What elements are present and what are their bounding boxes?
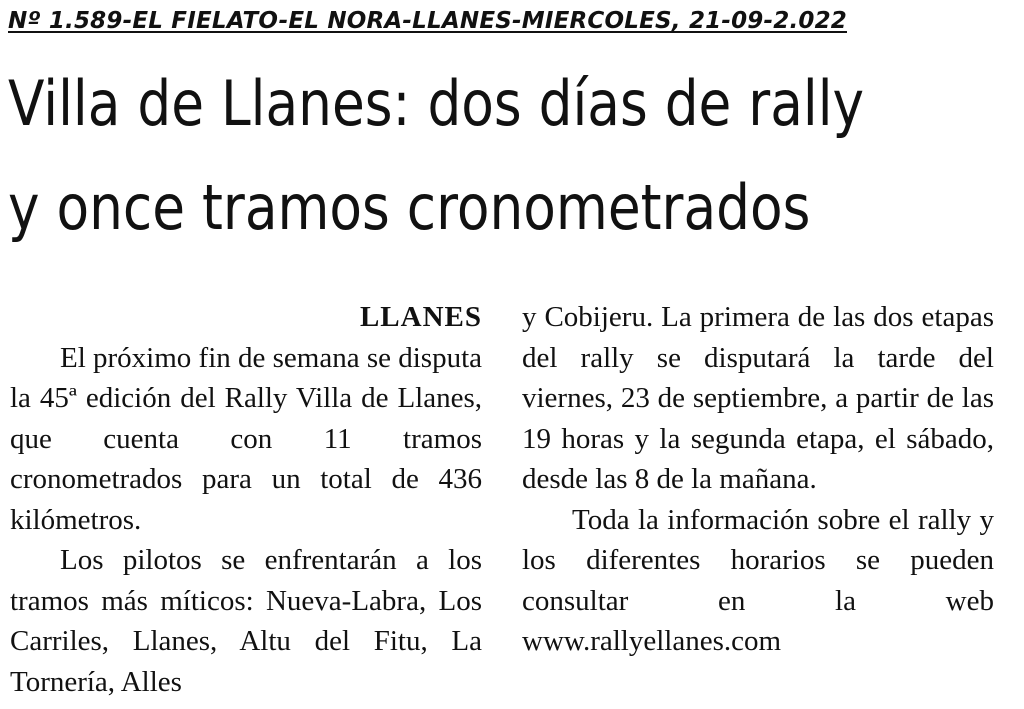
- article-paragraph-3: y Cobijeru. La primera de las dos etapas del rally se disputará la tarde del viernes, 23 de septiembre, a partir de las 19 horas y la segunda etapa, el sábado, desde las 8 de la mañana.: [522, 301, 994, 495]
- article-column-left: [10, 297, 482, 702]
- article-paragraph-2: Los pilotos se enfrentarán a los tramos más míticos: Nueva-Labra, Los Carriles, Llanes, Altu del Fitu, La Tornería, Alles: [10, 544, 482, 698]
- headline-line-1: Villa de Llanes: dos días de rally: [8, 67, 865, 140]
- headline: [8, 52, 875, 260]
- article-paragraph-1: El próximo fin de semana se disputa la 45ª edición del Rally Villa de Llanes, que cuenta con 11 tramos cronometrados para un total de 436 kilómetros.: [10, 341, 483, 536]
- article-column-right: [522, 297, 994, 662]
- headline-line-2: y once tramos cronometrados: [8, 171, 811, 244]
- masthead: Nº 1.589-EL FIELATO-EL NORA-LLANES-MIERCOLES, 21-09-2.022: [8, 8, 847, 34]
- article-paragraph-4: Toda la información sobre el rally y los diferentes horarios se pueden consultar en la web www.rallyellanes.com: [522, 503, 994, 657]
- dateline: LLANES: [359, 301, 482, 333]
